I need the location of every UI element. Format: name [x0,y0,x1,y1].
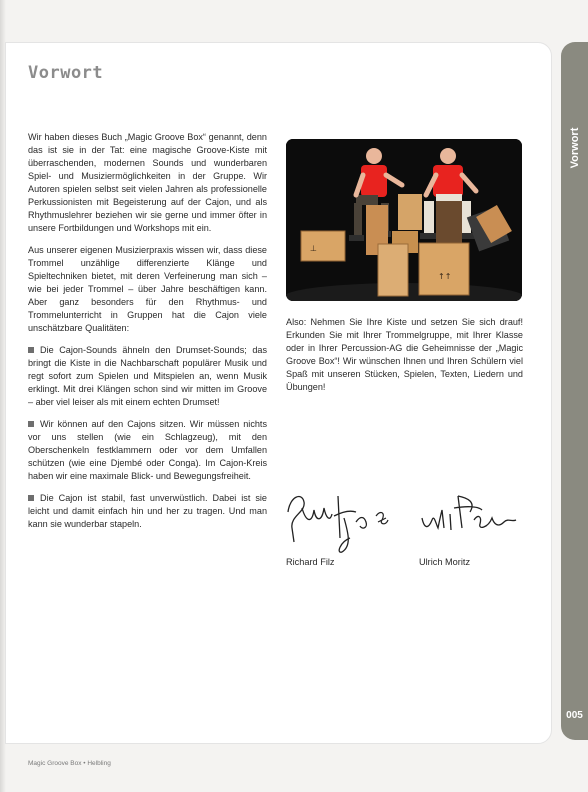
bullet-item [28,418,267,483]
svg-text:⊥: ⊥ [310,244,317,253]
bullet-square-icon [28,421,34,427]
left-text-column [28,131,267,540]
signature-richard-filz [282,482,394,561]
page-footer: Magic Groove Box • Helbling [28,760,111,767]
authors-photo [286,139,522,301]
chapter-title: Vorwort [28,63,104,83]
paragraph-closing: Also: Nehmen Sie Ihre Kiste und setzen Sie sich drauf! Erkunden Sie mit Ihrer Trommelgruppe, mit Ihrer Klasse oder in Ihrer Percussion-AG die Geheimnisse der „Magic Groove Box“! Wir wünschen Ihnen und Ihren Schülern viel Spaß mit unseren Stücken, Spielen, Texten, Liedern und Übungen! [286,317,523,392]
bullet-text: Die Cajon-Sounds ähneln den Drumset-Sounds; das bringt die Kiste in die Nachbarschaft populärer Musik und regt sofort zum Spielen und Mitspielen an, wenn Musik erklingt. Mit drei Klängen schon sind wir mitten im Groove – aber viel leiser als mit einem echten Drumset! [28,345,267,407]
bullet-item [28,344,267,409]
page-number: 005 [566,710,583,721]
bullet-text: Die Cajon ist stabil, fast unverwüstlich. Dabei ist sie leicht und damit einfach hin und her zu tragen. Und man kann sie wunderbar stapeln. [28,493,267,529]
paragraph-intro: Wir haben dieses Buch „Magic Groove Box“ genannt, denn das ist sie in der Tat: eine magische Groove-Kiste mit überraschenden, modernen Sounds und wunderbaren Spiel- und Musiziermöglichkeiten in der Gruppe. Wir Autoren spielen selbst seit vielen Jahren als professionelle Perkussionisten mit Begeisterung auf der Cajon, und als Rhythmuslehrer beziehen wir sie gerne und immer öfter in unsere Fortbildungen und Workshops mit ein. [28,132,267,233]
bullet-square-icon [28,347,34,353]
bullet-item [28,492,267,531]
bullet-text: Wir können auf den Cajons sitzen. Wir müssen nichts vor uns stellen (wie ein Schlagzeug), mit den Oberschenkeln festklammern oder vor dem Umfallen schützen (wie eine Djembé oder Conga). Im Cajon-Kreis haben wir eine maximale Blick- und Bewegungsfreiheit. [28,419,267,481]
chapter-tab-label: Vorwort [568,127,581,169]
paragraph-practice: Aus unserer eigenen Musizierpraxis wissen wir, dass diese Trommel unzählige differenzierte Klänge und Spieltechniken bietet, mit deren Verfeinerung man sich – wie bei jeder Trommel – über Jahre beschäftigen kann. Aber ganz besonders für den Rhythmus- und Trommelunterricht in Gruppen hat die Cajon viele unschätzbare Qualitäten: [28,245,267,333]
signature-name-author1: Richard Filz [286,557,335,567]
svg-text:↑↑: ↑↑ [438,272,452,281]
right-text-column [286,316,523,394]
bullet-square-icon [28,495,34,501]
signature-ulrich-moritz [418,488,522,543]
signature-name-author2: Ulrich Moritz [419,557,471,567]
